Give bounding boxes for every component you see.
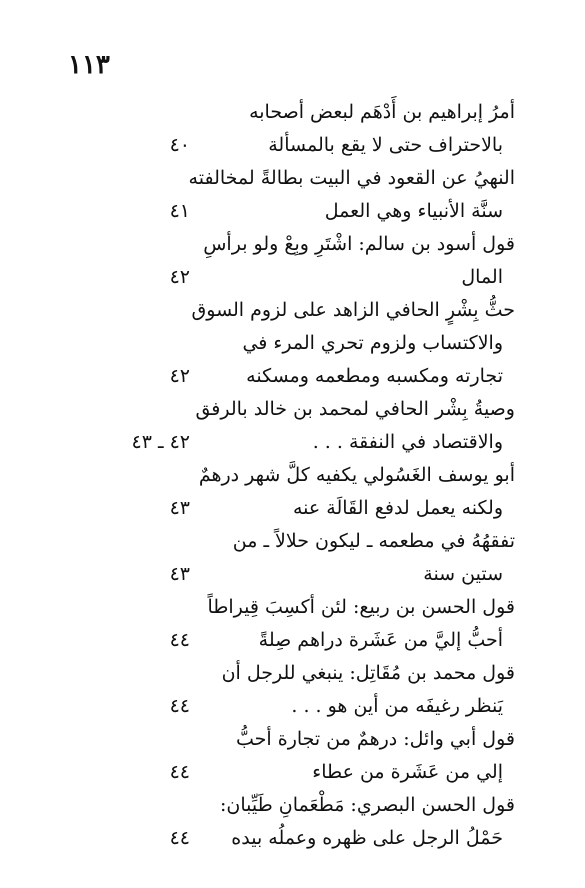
entry-text-line: ستين سنة — [423, 563, 503, 585]
entry-text-line: تفقهُهُ في مطعمه ـ ليكون حلالاً ـ من — [232, 530, 515, 552]
entry-text-line: قول أبي وائل: درهمٌ من تجارة أحبُّ — [236, 728, 515, 750]
index-entry — [0, 459, 585, 525]
index-entry — [0, 789, 585, 855]
entry-text-line: أبو يوسف الغَسُولي يكفيه كلَّ شهر درهمٌ — [198, 464, 515, 486]
index-entry — [0, 393, 585, 459]
page-reference: ٤٤ — [169, 695, 190, 717]
entry-text-line: أحبُّ إليَّ من عَشَرة دراهم صِلةً — [258, 629, 503, 651]
entry-text-line: والاكتساب ولزوم تحري المرء في — [242, 332, 503, 354]
entry-text-line: ولكنه يعمل لدفع القَالَة عنه — [292, 497, 503, 519]
entry-text-line: تجارته ومكسبه ومطعمه ومسكنه — [246, 365, 503, 387]
index-entry — [0, 723, 585, 789]
entry-text-line: قول أسود بن سالم: اشْتَرِ وبِعْ ولو برأسِ — [203, 233, 515, 255]
page-reference: ٤٢ — [169, 365, 190, 387]
index-entry — [0, 162, 585, 228]
page-reference: ٤١ — [169, 200, 190, 222]
page-number: ١١٣ — [68, 50, 110, 80]
page-reference: ٤٣ — [169, 563, 190, 585]
page-reference: ٤٣ — [169, 497, 190, 519]
page-reference: ٤٢ — [169, 266, 190, 288]
page-reference: ٤٢ ـ ٤٣ — [131, 431, 190, 453]
entry-text-line: المال — [461, 266, 503, 288]
entry-text-line: قول محمد بن مُقَاتِل: ينبغي للرجل أن — [221, 662, 515, 684]
index-entry — [0, 525, 585, 591]
entry-text-line: والاقتصاد في النفقة . . . — [312, 431, 503, 453]
page-reference: ٤٤ — [169, 827, 190, 849]
entry-text-line: أمرُ إبراهيم بن أَدْهَم لبعض أصحابه — [249, 101, 515, 123]
entry-text-line: قول الحسن البصري: مَطْعَمانِ طَيِّبان: — [219, 794, 515, 816]
index-entry — [0, 657, 585, 723]
index-entry — [0, 96, 585, 162]
page-reference: ٤٤ — [169, 761, 190, 783]
page-reference: ٤٠ — [169, 134, 190, 156]
entry-text-line: إلي من عَشَرة من عطاء — [312, 761, 503, 783]
index-entries — [0, 96, 585, 855]
entry-text-line: سنَّة الأنبياء وهي العمل — [324, 200, 503, 222]
entry-text-line: النهيُ عن القعود في البيت بطالةً لمخالفته — [188, 167, 515, 189]
page-reference: ٤٤ — [169, 629, 190, 651]
index-entry — [0, 591, 585, 657]
entry-text-line: وصيةُ بِشْر الحافي لمحمد بن خالد بالرفق — [195, 398, 515, 420]
entry-text-line: بالاحتراف حتى لا يقع بالمسألة — [268, 134, 503, 156]
index-entry — [0, 228, 585, 294]
entry-text-line: حَمْلُ الرجل على ظهره وعملُه بيده — [231, 827, 503, 849]
entry-text-line: قول الحسن بن ربيع: لئن أكسِبَ قِيراطاً — [207, 596, 515, 618]
entry-text-line: حثُّ بِشْرٍ الحافي الزاهد على لزوم السوق — [191, 299, 515, 321]
entry-text-line: يَنظر رغيفَه من أين هو . . . — [291, 695, 503, 717]
index-entry — [0, 294, 585, 393]
